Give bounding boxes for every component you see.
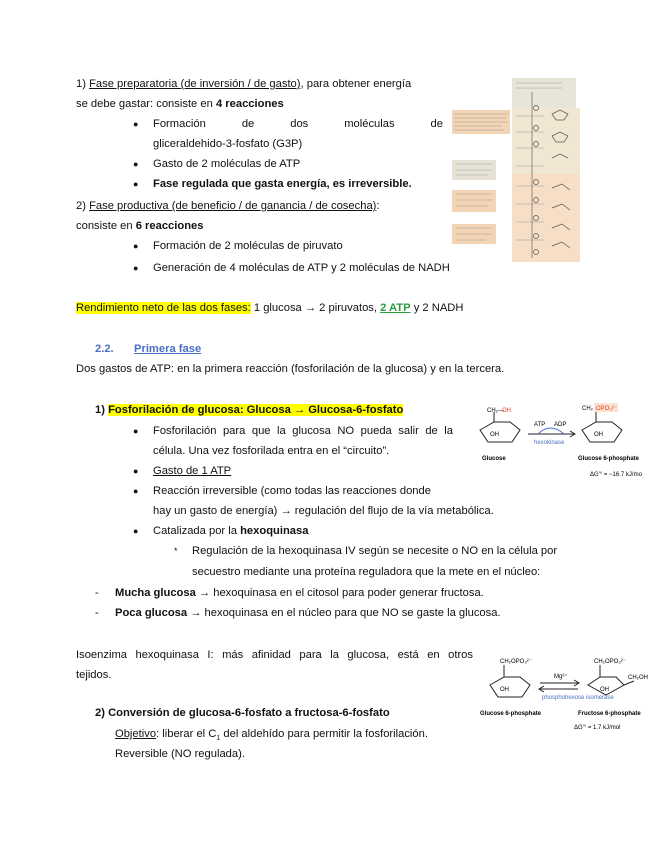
p2-bullet-1: ● Formación de 2 moléculas de piruvato <box>153 236 343 256</box>
r1-dash-1: - Mucha glucosa → hexoquinasa en el citosol para poder generar fructosa. <box>95 587 484 599</box>
r2-reversible: Reversible (NO regulada). <box>115 748 245 760</box>
ch2opo3-label-2: CH₂OPO₃²⁻ <box>594 659 626 665</box>
section-number: 2.2. <box>95 343 114 355</box>
p1-phase-title: Fase preparatoria (de inversión / de gasto) <box>89 78 301 90</box>
p1-bullet-1 <box>153 114 443 134</box>
glycolysis-pathway-svg <box>452 78 580 262</box>
r1-number: 1) <box>95 404 109 416</box>
p2-colon: : <box>376 200 380 212</box>
delta-g-label: ΔG'° = −16.7 kJ/mol <box>590 472 642 478</box>
much-glucose: Mucha glucosa <box>115 587 196 599</box>
p2-reactions: 6 reacciones <box>135 220 204 232</box>
p2-line2 <box>76 216 204 236</box>
net-yield-text: 1 glucosa → 2 piruvatos, <box>250 302 381 314</box>
section-title: Primera fase <box>134 343 202 355</box>
p1-bullet-3: ● Fase regulada que gasta energía, es irreversible. <box>153 174 412 194</box>
svg-text:OH: OH <box>600 687 609 693</box>
svg-text:OH: OH <box>500 687 509 693</box>
mg-label: Mg²⁺ <box>554 674 568 680</box>
f6p-label: Fructose 6-phosphate <box>578 711 641 717</box>
iso-line1: Isoenzima hexoquinasa I: más afinidad para la glucosa, está en otros <box>76 649 473 661</box>
g6p-label: Glucose 6-phosphate <box>480 711 542 717</box>
p2-phase-title: Fase productiva (de beneficio / de ganancia / de cosecha) <box>89 200 377 212</box>
p1-text: , para obtener energía <box>300 78 412 90</box>
hexokinase: hexoquinasa <box>240 525 309 537</box>
delta-g-label: ΔG'° = 1.7 kJ/mol <box>574 725 621 731</box>
r1-dash-2: - Poca glucosa → hexoquinasa en el núcleo para que NO se gaste la glucosa. <box>95 607 501 619</box>
hexokinase-reaction-figure <box>470 400 642 486</box>
atp-label: ATP <box>534 422 546 428</box>
word: de <box>241 118 255 130</box>
net-yield-text: y 2 NADH <box>410 302 464 314</box>
objective-label: Objetivo <box>115 728 157 740</box>
oh-label: OH <box>502 408 511 414</box>
r1-bullet-2: ● Gasto de 1 ATP <box>153 461 231 481</box>
g6p-label: Glucose 6-phosphate <box>578 456 640 462</box>
ch2oh-label: CH₂— <box>487 408 504 414</box>
word: de <box>430 118 443 130</box>
word: dos <box>290 118 309 130</box>
ch2oh-label: CH₂OH <box>628 675 648 681</box>
adp-label: ADP <box>554 422 567 428</box>
hexokinase-reaction-svg <box>470 400 642 486</box>
isomerase-reaction-svg <box>478 651 648 737</box>
glucose-label: Glucose <box>482 456 506 462</box>
r1-sub-1-cont: secuestro mediante una proteína reguladora que la mete en el núcleo: <box>192 566 541 578</box>
r1-title: Fosforilación de glucosa: Glucosa → Glucosa-6-fosfato <box>108 404 404 416</box>
p1-bullet-2: ● Gasto de 2 moléculas de ATP <box>153 154 300 174</box>
r1-bullet-4 <box>153 521 308 541</box>
objective-text: : liberar el C <box>156 728 217 740</box>
r2-title: Conversión de glucosa-6-fosfato a fructosa-6-fosfato <box>108 707 390 719</box>
svg-text:OH: OH <box>594 432 603 438</box>
r1-b4-text: Catalizada por la <box>153 525 241 537</box>
g6p-ring <box>490 677 530 697</box>
r1-bullet-1-cont: célula. Una vez fosforilada entra en el “circuito”. <box>153 445 390 457</box>
section-intro: Dos gastos de ATP: en la primera reacción (fosforilación de la glucosa) y en la tercera. <box>76 363 505 375</box>
p2-line1 <box>76 196 380 216</box>
ch2-label: CH₂ <box>582 406 593 412</box>
iso-line2: tejidos. <box>76 669 112 681</box>
r1-sub-marker: * <box>174 546 178 556</box>
p2-bullet-2: ● Generación de 4 moléculas de ATP y 2 moléculas de NADH <box>153 258 450 278</box>
ch2opo3-label: CH₂OPO₃²⁻ <box>500 659 532 665</box>
r1-bullet-3: ● Reacción irreversible (como todas las reacciones donde <box>153 481 431 501</box>
r1-heading <box>95 400 403 420</box>
isomerase-label: phosphohexose isomerase <box>542 695 614 701</box>
objective-text: del aldehído para permitir la fosforilación. <box>220 728 428 740</box>
p1-number: 1) <box>76 78 90 90</box>
net-yield-atp: 2 ATP <box>380 302 411 314</box>
p1-line2 <box>76 94 284 114</box>
dash-text: → hexoquinasa en el núcleo para que NO se gaste la glucosa. <box>187 607 501 619</box>
p2-text: consiste en <box>76 220 136 232</box>
r1-sub-1: Regulación de la hexoquinasa IV según se necesite o NO en la célula por <box>192 545 558 557</box>
svg-text:OH: OH <box>490 432 499 438</box>
net-yield <box>76 298 463 318</box>
r2-heading <box>95 703 390 723</box>
p2-number: 2) <box>76 200 90 212</box>
word: moléculas <box>344 118 395 130</box>
isomerase-reaction-figure <box>478 651 648 737</box>
p1-bullet-1-cont: gliceraldehido-3-fosfato (G3P) <box>153 138 303 150</box>
little-glucose: Poca glucosa <box>115 607 188 619</box>
dash-text: → hexoquinasa en el citosol para poder generar fructosa. <box>195 587 484 599</box>
r1-bullet-1: ● Fosforilación para que la glucosa NO pueda salir de la <box>153 421 453 441</box>
r1-bullet-3-cont: hay un gasto de energía) → regulación del flujo de la vía metabólica. <box>153 505 494 517</box>
glycolysis-pathway-figure <box>452 78 580 262</box>
c-subscript: 1 <box>216 735 221 743</box>
glucose-ring <box>480 422 520 442</box>
hexokinase-label: hexokinase <box>534 440 565 446</box>
net-yield-highlight: Rendimiento neto de las dos fases: <box>76 302 251 314</box>
p1-text: se debe gastar: consiste en <box>76 98 216 110</box>
r2-number: 2) <box>95 707 109 719</box>
word: ● Formación <box>153 118 206 130</box>
phosphate-label: OPO₃²⁻ <box>596 406 617 412</box>
p1-line1 <box>76 74 442 94</box>
p1-reactions: 4 reacciones <box>215 98 284 110</box>
